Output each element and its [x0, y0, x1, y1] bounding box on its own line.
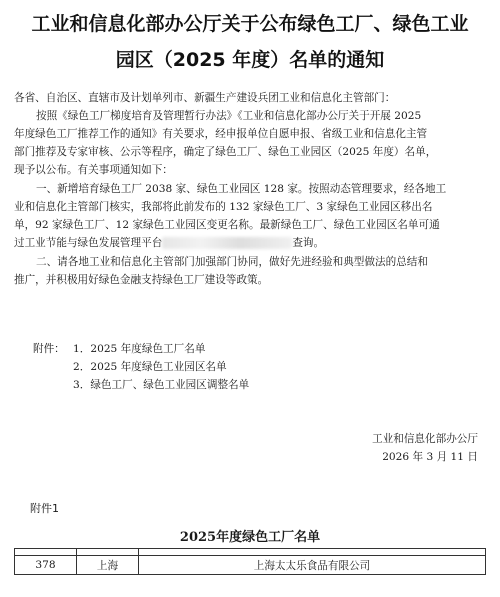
paragraph-2-line-4	[14, 234, 488, 253]
paragraph-1-line-4: 现予以公布。有关事项通知如下：	[14, 164, 173, 176]
row-company: 上海太太乐食品有限公司	[139, 556, 486, 575]
notice-title-line2: 园区（2025 年度）名单的通知	[115, 49, 385, 71]
attachment-item-1[interactable]: 1．2025 年度绿色工厂名单	[73, 343, 206, 355]
attachment-item-3[interactable]: 3．绿色工厂、绿色工业园区调整名单	[73, 379, 250, 391]
annex-label: 附件1	[30, 502, 59, 515]
salutation: 各省、自治区、直辖市及计划单列市、新疆生产建设兵团工业和信息化主管部门：	[14, 92, 396, 104]
paragraph-2-line-1: 一、新增培育绿色工厂 2038 家、绿色工业园区 128 家。按照动态管理要求，经各地工	[36, 183, 447, 195]
notice-title-line1: 工业和信息化部办公厅关于公布绿色工厂、绿色工业	[31, 13, 469, 35]
paragraph-2-line-4-end: 查询。	[292, 237, 325, 249]
issue-date: 2026 年 3 月 11 日	[382, 451, 478, 463]
attachments-label: 附件：	[33, 343, 65, 355]
paragraph-3-line-2: 推广，并积极用好绿色金融支持绿色工厂建设等政策。	[14, 274, 269, 286]
attachment-item-2[interactable]: 2．2025 年度绿色工业园区名单	[73, 361, 227, 373]
paragraph-3-line-1: 二、请各地工业和信息化主管部门加强部门协同，做好先进经验和典型做法的总结和	[36, 256, 428, 268]
table-header-row-cut	[15, 549, 486, 556]
issuer-name: 工业和信息化部办公厅	[372, 433, 478, 445]
paragraph-1-line-3: 部门推荐及专家审核、公示等程序，确定了绿色工厂、绿色工业园区（2025 年度）名单，	[14, 146, 437, 158]
paragraph-1-line-1: 按照《绿色工厂梯度培育及管理暂行办法》《工业和信息化部办公厅关于开展 2025	[36, 110, 422, 122]
table-row	[15, 556, 486, 575]
paragraph-1-line-2: 年度绿色工厂推荐工作的通知》有关要求，经申报单位自愿申报、省级工业和信息化主管	[14, 128, 428, 140]
list-title: 2025年度绿色工厂名单	[179, 530, 321, 545]
factory-list-table	[14, 548, 486, 575]
row-number: 378	[15, 556, 77, 575]
paragraph-2-line-4-start: 过工业节能与绿色发展管理平台	[14, 237, 163, 249]
row-region: 上海	[77, 556, 139, 575]
paragraph-2-line-3: 单，92 家绿色工厂、12 家绿色工业园区变更名称。最新绿色工厂、绿色工业园区名单可通	[14, 219, 440, 231]
redacted-url-region	[162, 237, 292, 249]
paragraph-2-line-2: 业和信息化主管部门核实，我部将此前发布的 132 家绿色工厂、3 家绿色工业园区移出名	[14, 201, 433, 213]
